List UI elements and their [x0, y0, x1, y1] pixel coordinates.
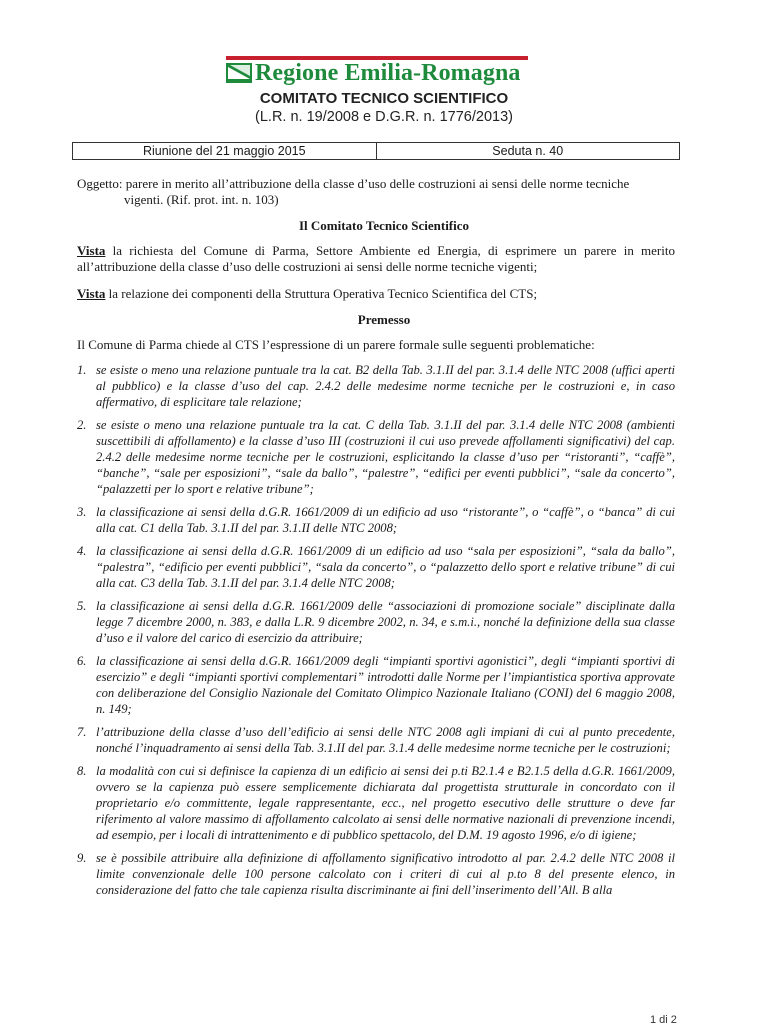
vista-paragraph-2	[77, 286, 675, 302]
list-item: 3. la classificazione ai sensi della d.G.R. 1661/2009 di un edificio ad uso “ristorante”, o “caffè”, o “banca” di cui alla cat. C1 della Tab. 3.1.II del par. 3.1.II delle NTC 2008;	[77, 505, 675, 535]
vista-keyword-2: Vista	[77, 286, 106, 301]
vista-keyword-1: Vista	[77, 243, 106, 258]
region-logo	[226, 60, 521, 86]
legal-reference: (L.R. n. 19/2008 e D.G.R. n. 1776/2013)	[255, 109, 513, 125]
committee-title: COMITATO TECNICO SCIENTIFICO	[259, 90, 509, 107]
list-item: 1. se esiste o meno una relazione puntuale tra la cat. B2 della Tab. 3.1.II del par. 3.1.4 delle NTC 2008 (uffici aperti al pubblico) e la classe d’uso del cap. 2.4.2 delle medesime norme tecniche per le costruzioni e, in caso affermativo, di esplicitare tale relazione;	[77, 363, 675, 409]
intro-paragraph: Il Comune di Parma chiede al CTS l’espressione di un parere formale sulle seguenti problematiche:	[77, 337, 595, 352]
subject-block	[77, 176, 675, 208]
meeting-date: Riunione del 21 maggio 2015	[142, 144, 306, 158]
list-item: 7. l’attribuzione della classe d’uso dell’edificio ai sensi delle NTC 2008 agli impiani di cui al punto precedente, nonché l’inquadramento ai sensi della Tab. 3.1.II del par. 3.1.4 delle medesime norme tecniche per le costruzioni;	[77, 725, 675, 755]
premesso-heading: Premesso	[357, 312, 411, 327]
issues-list	[77, 362, 675, 905]
list-item: 9. se è possibile attribuire alla definizione di affollamento significativo introdotto al par. 2.4.2 delle NTC 2008 il limite convenzionale delle 100 persone calcolato con i criteri di cui al p.to 8 del presente elenco, in considerazione del fatto che tale capienza risulta discriminante ai fini dell’inserimento dell’All. B alla	[77, 851, 675, 897]
committee-heading: Il Comitato Tecnico Scientifico	[298, 218, 470, 233]
list-item: 4. la classificazione ai sensi della d.G.R. 1661/2009 di un edificio ad uso “sala per esposizioni”, “sala da ballo”, “palestra”, “edificio per eventi pubblici”, “sala da concerto”, o “palazzetto dello sport e relative tribune” di cui alla cat. C3 della Tab. 3.1.II del par. 3.1.4 delle NTC 2008;	[77, 544, 675, 590]
vista-text-1: la richiesta del Comune di Parma, Settore Ambiente ed Energia, di esprimere un parere in merito all’attribuzione della classe d’uso delle costruzioni ai sensi delle norme tecniche vigenti;	[77, 243, 675, 274]
org-name: Regione Emilia-Romagna	[255, 59, 521, 86]
vista-text-2: la relazione dei componenti della Struttura Operativa Tecnico Scientifica del CTS;	[105, 286, 538, 301]
meeting-info-table	[72, 142, 680, 160]
list-item: 5. la classificazione ai sensi della d.G.R. 1661/2009 delle “associazioni di promozione sociale” disciplinate dalla legge 7 dicembre 2000, n. 383, e dalla L.R. 9 dicembre 2002, n. 34, e s.m.i., nonché la definizione della sua classe d’uso e il valore del carico di esercizio da attribuire;	[77, 599, 675, 645]
meeting-session: Seduta n. 40	[376, 143, 680, 159]
list-item: 8. la modalità con cui si definisce la capienza di un edificio ai sensi dei p.ti B2.1.4 e B2.1.5 della d.G.R. 1661/2009, ovvero se la capienza può essere semplicemente dichiarata dal progettista strutturale in concordato con il proprietario e/o committente, legale rappresentante, ecc., nel progetto esecutivo delle strutture o deve far riferimento al valore massimo di affollamento calcolato ai sensi delle normative nazionali di prevenzione incendi, ad esempio, per i locali di intrattenimento e di pubblico spettacolo, del D.M. 19 agosto 1996, e/o di igiene;	[77, 764, 675, 842]
list-item: 6. la classificazione ai sensi della d.G.R. 1661/2009 degli “impianti sportivi agonistici”, degli “impianti sportivi di esercizio” e degli “impianti sportivi complementari” introdotti dalle Norme per l’impiantistica sportiva approvate con deliberazione del Consiglio Nazionale del Comitato Olimpico Nazionale Italiano (CONI) del 6 maggio 2008, n. 149;	[77, 654, 675, 716]
subject-line-2: vigenti. (Rif. prot. int. n. 103)	[124, 192, 279, 207]
region-emblem-icon	[226, 63, 252, 83]
vista-paragraph-1	[77, 243, 675, 275]
list-item: 2. se esiste o meno una relazione puntuale tra la cat. C della Tab. 3.1.II del par. 3.1.4 delle NTC 2008 (ambienti suscettibili di affollamento) e la classe d’uso III (costruzioni il cui uso prevede affollamenti significativi) del cap. 2.4.2 delle medesime norme tecniche per le costruzioni, esplicitando la classe d’uso per “ristoranti”, “caffè”, “banche”, “sale per esposizioni”, “sale da ballo”, “palestre”, “edifici per eventi pubblici”, “sale da concerto”, “palazzetti per lo sport e relative tribune”;	[77, 418, 675, 496]
page-number: 1 di 2	[650, 1014, 677, 1026]
subject-line-1: Oggetto: parere in merito all’attribuzione della classe d’uso delle costruzioni ai sensi delle norme tecniche	[77, 176, 630, 191]
